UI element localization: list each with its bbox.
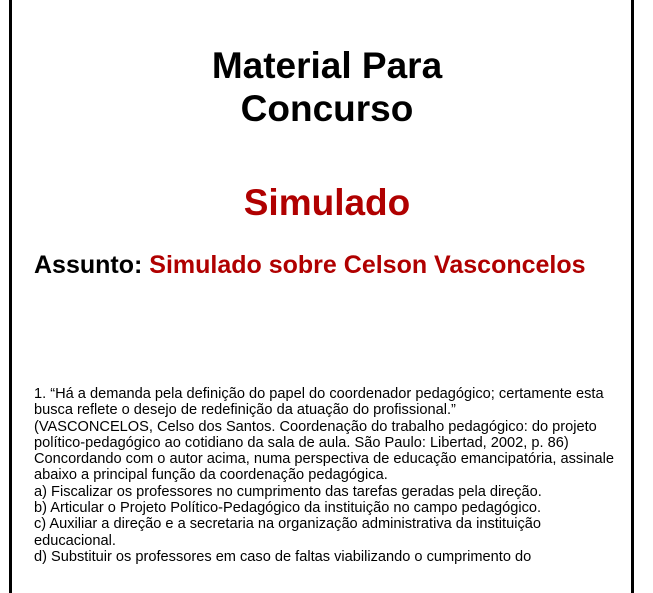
subject-value: Simulado sobre Celson Vasconcelos bbox=[149, 251, 586, 279]
title-line-2: Concurso bbox=[240, 88, 414, 129]
option-c: c) Auxiliar a direção e a secretaria na organização administrativa da instituição educacional. bbox=[34, 516, 541, 549]
document-subtitle: Simulado bbox=[243, 182, 411, 223]
subject-heading bbox=[34, 249, 614, 282]
document-title bbox=[34, 44, 620, 130]
question-citation: (VASCONCELOS, Celso dos Santos. Coordenação do trabalho pedagógico: do projeto político-pedagógico ao cotidiano da sala de aula. São Paulo: Libertad, 2002, p. 86) bbox=[34, 418, 597, 451]
question-statement: 1. “Há a demanda pela definição do papel do coordenador pedagógico; certamente esta busca reflete o desejo de redefinição da atuação do profissional.” bbox=[34, 386, 604, 419]
option-d: d) Substituir os professores em caso de faltas viabilizando o cumprimento do bbox=[34, 548, 532, 565]
page-border-left bbox=[9, 0, 12, 593]
question-block bbox=[34, 386, 620, 565]
subject-label: Assunto: bbox=[34, 251, 143, 279]
option-a: a) Fiscalizar os professores no cumprimento das tarefas geradas pela direção. bbox=[34, 483, 542, 500]
option-b: b) Articular o Projeto Político-Pedagógico da instituição no campo pedagógico. bbox=[34, 500, 542, 517]
question-prompt: Concordando com o autor acima, numa perspectiva de educação emancipatória, assinale abaixo a principal função da coordenação pedagógica. bbox=[34, 451, 615, 484]
title-line-1: Material Para bbox=[211, 45, 443, 86]
page-border-right bbox=[631, 0, 634, 593]
